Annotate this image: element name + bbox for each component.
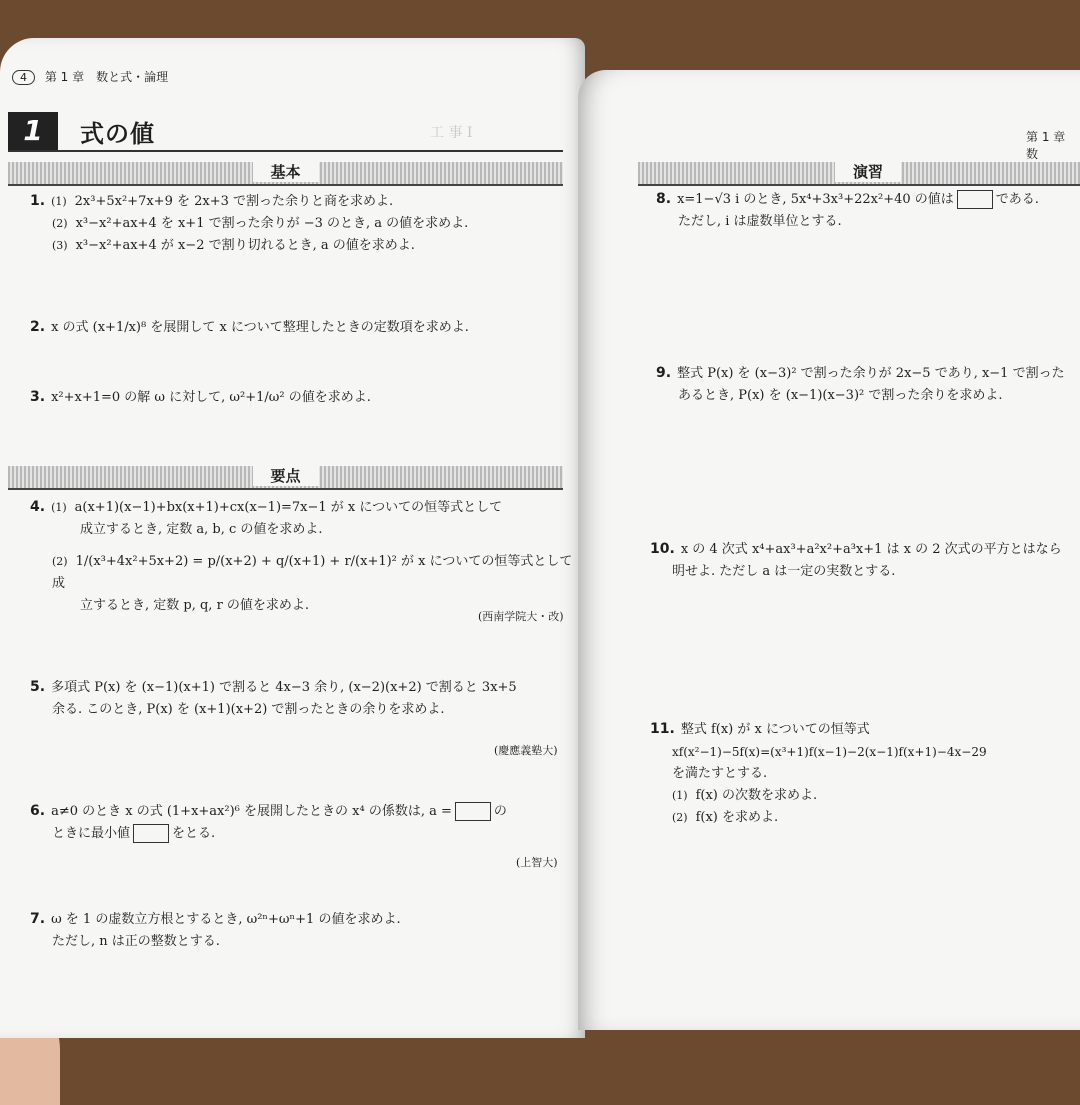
problem-text: a(x+1)(x−1)+bx(x+1)+cx(x−1)=7x−1 が x についての恒等式として <box>74 500 503 515</box>
problem-text: ただし, i は虚数単位とする. <box>678 214 842 229</box>
problem-text: 明せよ. ただし a は一定の実数とする. <box>672 564 896 579</box>
problem-number: 8. <box>656 191 672 207</box>
problem-number: 2. <box>30 319 46 335</box>
section-practice-label: 演習 <box>835 161 901 182</box>
part-label: (1) <box>672 789 688 802</box>
section-key-points-label: 要点 <box>252 465 318 486</box>
answer-box <box>455 802 491 821</box>
part-label: (1) <box>51 501 67 514</box>
problem-text: 1/(x³+4x²+5x+2) = p/(x+2) + q/(x+1) + r/(x+1)² が x についての恒等式として成 <box>52 554 573 591</box>
problem-text: を満たすとする. <box>672 766 768 781</box>
section-key-points <box>8 466 563 490</box>
problem-text: をとる. <box>172 826 216 841</box>
problem-text: 成立するとき, 定数 a, b, c の値を求めよ. <box>80 522 323 537</box>
section-basic-label: 基本 <box>252 161 318 182</box>
problem-text: 立するとき, 定数 p, q, r の値を求めよ. <box>80 598 310 613</box>
problem-7 <box>30 908 401 953</box>
problem-text: x³−x²+ax+4 が x−2 で割り切れるとき, a の値を求めよ. <box>75 238 415 253</box>
problem-text: ただし, n は正の整数とする. <box>52 934 220 949</box>
chapter-heading <box>8 112 563 152</box>
problem-2 <box>30 316 469 339</box>
problem-text: x²+x+1=0 の解 ω に対して, ω²+1/ω² の値を求めよ. <box>51 390 371 405</box>
problem-8 <box>656 188 1039 233</box>
problem-9 <box>656 362 1065 407</box>
left-page <box>0 38 585 1038</box>
source-citation: (西南学院大・改) <box>478 610 564 623</box>
problem-number: 4. <box>30 499 46 515</box>
part-label: (1) <box>51 195 67 208</box>
problem-text: f(x) の次数を求めよ. <box>695 788 818 803</box>
part-label: (2) <box>672 811 688 824</box>
answer-box <box>957 190 993 209</box>
problem-text: ときに最小値 <box>52 826 131 841</box>
running-header-right: 第 1 章 数 <box>1026 130 1078 161</box>
problem-text: x の 4 次式 x⁴+ax³+a²x²+a³x+1 は x の 2 次式の平方とはなら <box>680 542 1062 557</box>
chapter-title: 式の値 <box>80 120 155 148</box>
problem-text: 多項式 P(x) を (x−1)(x+1) で割ると 4x−3 余り, (x−2)(x+2) で割ると 3x+5 <box>51 680 517 695</box>
problem-text: である. <box>995 192 1039 207</box>
problem-number: 3. <box>30 389 46 405</box>
problem-text: 余る. このとき, P(x) を (x+1)(x+2) で割ったときの余りを求めよ. <box>52 702 445 717</box>
section-practice <box>638 162 1080 186</box>
part-label: (2) <box>52 555 68 568</box>
problem-text: a≠0 のとき x の式 (1+x+ax²)⁶ を展開したときの x⁴ の係数は, a = <box>51 804 452 819</box>
problem-1 <box>30 190 468 257</box>
problem-text: f(x) を求めよ. <box>695 810 779 825</box>
problem-text: 2x³+5x²+7x+9 を 2x+3 で割った余りと商を求めよ. <box>74 194 394 209</box>
problem-number: 5. <box>30 679 46 695</box>
problem-text: 整式 f(x) が x についての恒等式 <box>680 722 870 737</box>
problem-number: 1. <box>30 193 46 209</box>
problem-text: x=1−√3 i のとき, 5x⁴+3x³+22x²+40 の値は <box>677 192 954 207</box>
problem-text: あるとき, P(x) を (x−1)(x−3)² で割った余りを求めよ. <box>678 388 1003 403</box>
problem-text: x³−x²+ax+4 を x+1 で割った余りが −3 のとき, a の値を求めよ. <box>75 216 469 231</box>
problem-6 <box>30 800 507 845</box>
problem-number: 10. <box>650 541 675 557</box>
identity-formula: xf(x²−1)−5f(x)=(x³+1)f(x−1)−2(x−1)f(x+1)−4x−29 <box>672 745 987 759</box>
problem-text: x の式 (x+1/x)⁸ を展開して x について整理したときの定数項を求めよ. <box>51 320 469 335</box>
section-basic <box>8 162 563 186</box>
problem-text: ω を 1 の虚数立方根とするとき, ω²ⁿ+ωⁿ+1 の値を求めよ. <box>51 912 401 927</box>
problem-number: 11. <box>650 721 675 737</box>
source-citation: (慶應義塾大) <box>494 744 558 757</box>
problem-text: 整式 P(x) を (x−3)² で割った余りが 2x−5 であり, x−1 で割った <box>677 366 1065 381</box>
bleed-through: 工 事 Ⅰ <box>430 125 473 141</box>
problem-11 <box>650 718 987 829</box>
right-page <box>578 70 1080 1030</box>
running-title: 第 1 章 数と式・論理 <box>44 70 169 84</box>
page-number: 4 <box>12 70 35 85</box>
problem-3 <box>30 386 371 409</box>
problem-number: 7. <box>30 911 46 927</box>
chapter-number: 1 <box>8 112 58 150</box>
problem-10 <box>650 538 1062 583</box>
answer-box <box>133 824 169 843</box>
part-label: (2) <box>52 217 68 230</box>
problem-number: 6. <box>30 803 46 819</box>
source-citation: (上智大) <box>516 856 558 869</box>
problem-4 <box>30 496 585 617</box>
problem-5 <box>30 676 517 721</box>
problem-text: の <box>493 804 507 819</box>
part-label: (3) <box>52 239 68 252</box>
running-header-left <box>12 68 168 85</box>
problem-number: 9. <box>656 365 672 381</box>
